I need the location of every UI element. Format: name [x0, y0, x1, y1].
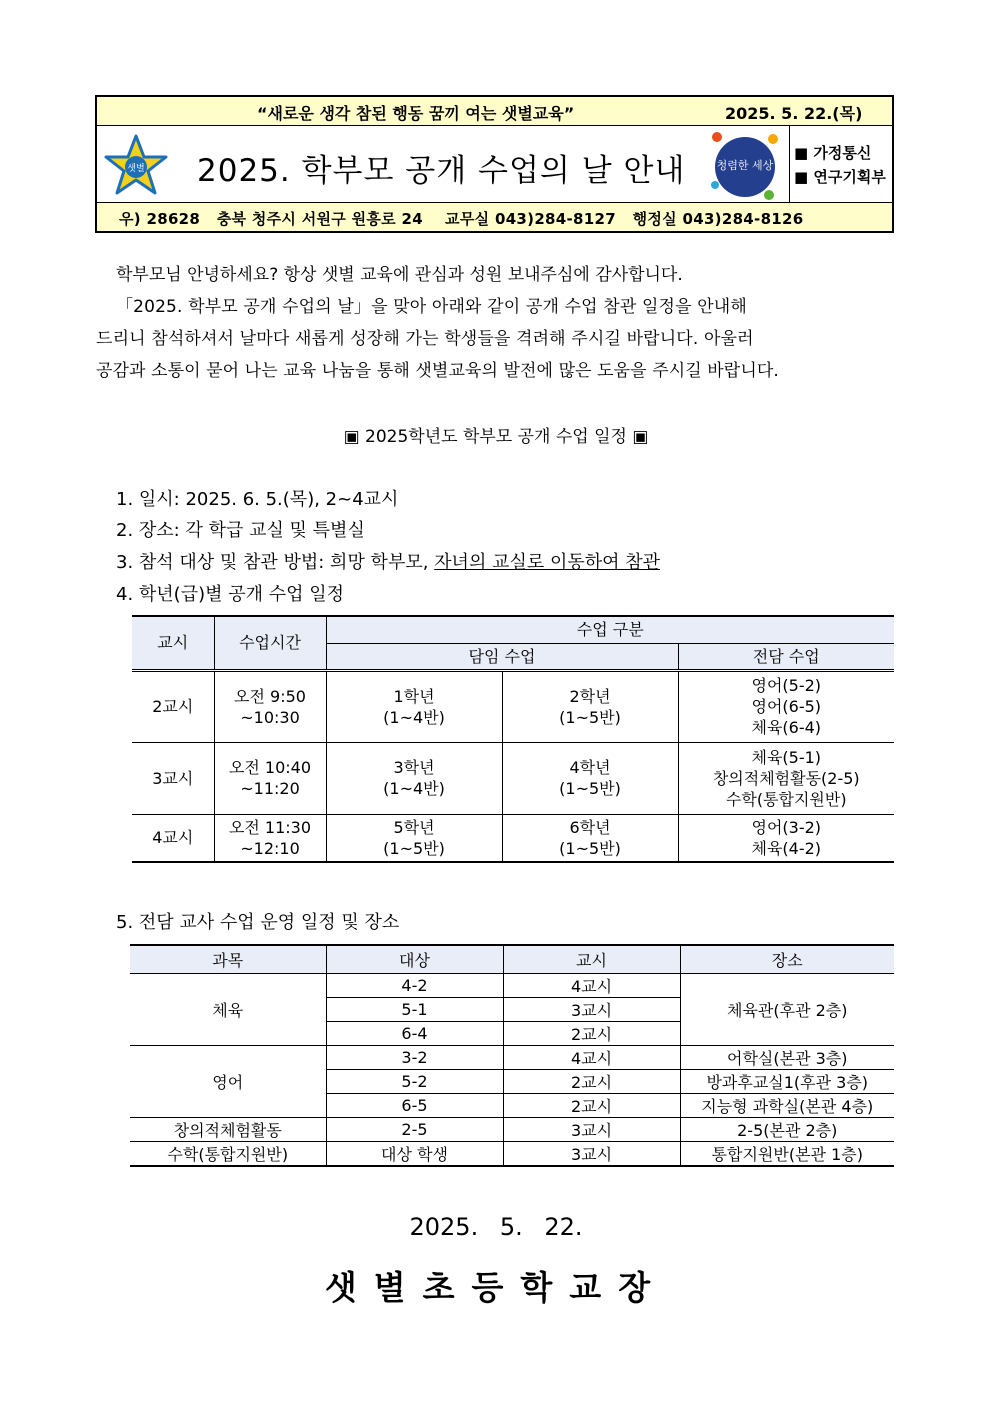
slogan-band [97, 97, 892, 126]
subject-cell [678, 742, 894, 814]
subject-cell [678, 670, 894, 742]
table-row [130, 1046, 894, 1070]
item-location: 2. 장소: 각 학급 교실 및 특별실 [116, 520, 365, 541]
th-period: 교시 [503, 945, 680, 974]
place-cell: 통합지원반(본관 1층) [680, 1142, 894, 1167]
period-cell: 2교시 [503, 1022, 680, 1046]
item-datetime: 1. 일시: 2025. 6. 5.(목), 2~4교시 [116, 489, 399, 510]
classes: (1~5반) [559, 838, 621, 858]
dept-notice: ■ 가정통신 [794, 144, 872, 162]
intro-line-2: 「2025. 학부모 공개 수업의 날」을 맞아 아래와 같이 공개 수업 참관 일정을 안내해 [116, 297, 747, 317]
period-cell: 4교시 [503, 1046, 680, 1070]
table-row [132, 742, 894, 814]
period-cell: 2교시 [132, 670, 214, 742]
grade: 6학년 [569, 817, 611, 837]
schedule-heading: ▣ 2025학년도 학부모 공개 수업 일정 ▣ [343, 427, 649, 447]
badge-text: 청렴한 세상 [716, 159, 774, 172]
subject-class: 영어(3-2) [751, 817, 822, 837]
issue-date: 2025. 5. 22.(목) [725, 104, 863, 123]
item-attendance-method: 자녀의 교실로 이동하여 참관 [434, 552, 660, 573]
target-cell: 5-2 [326, 1070, 503, 1094]
period-cell: 3교시 [503, 1118, 680, 1142]
th-subject: 과목 [130, 945, 326, 974]
homeroom-cell [326, 670, 502, 742]
grade: 4학년 [569, 758, 611, 777]
homeroom-cell [502, 670, 678, 742]
target-cell: 대상 학생 [326, 1142, 503, 1167]
period-cell: 3교시 [503, 998, 680, 1022]
subject-teacher-table [130, 944, 894, 1167]
table-row [132, 814, 894, 862]
time-start: 오전 11:30 [228, 817, 312, 837]
time-start: 오전 9:50 [234, 686, 306, 706]
th-target: 대상 [326, 945, 503, 974]
table-row [132, 670, 894, 742]
time-start: 오전 10:40 [228, 758, 312, 777]
classes: (1~5반) [383, 838, 445, 858]
subject-cell: 체육 [130, 974, 326, 1046]
period-cell: 2교시 [503, 1094, 680, 1118]
subject-class: 수학(통합지원반) [725, 789, 847, 809]
dept-planning: ■ 연구기획부 [794, 168, 886, 186]
target-cell: 6-4 [326, 1022, 503, 1046]
time-end: ~12:10 [240, 838, 300, 858]
document-title: 2025. 학부모 공개 수업의 날 안내 [197, 153, 686, 189]
item-attendance [116, 548, 660, 574]
period-cell: 4교시 [503, 974, 680, 998]
time-end: ~10:30 [240, 707, 300, 727]
homeroom-cell [502, 814, 678, 862]
grade: 1학년 [393, 686, 435, 706]
subject-cell [678, 814, 894, 862]
classes: (1~4반) [383, 779, 445, 798]
homeroom-cell [326, 814, 502, 862]
th-homeroom: 담임 수업 [326, 643, 678, 670]
classes: (1~5반) [559, 707, 621, 727]
th-time: 수업시간 [214, 616, 326, 670]
subject-cell: 영어 [130, 1046, 326, 1118]
letterhead [95, 95, 894, 233]
grade: 5학년 [393, 817, 435, 837]
place-cell: 지능형 과학실(본관 4층) [680, 1094, 894, 1118]
classes: (1~5반) [559, 779, 621, 798]
place-cell: 방과후교실1(후관 3층) [680, 1070, 894, 1094]
intro-line-4: 공감과 소통이 묻어 나는 교육 나눔을 통해 샛별교육의 발전에 많은 도움을 주시길 바랍니다. [96, 361, 779, 381]
period-cell: 4교시 [132, 814, 214, 862]
subject-class: 체육(6-4) [751, 718, 822, 737]
time-cell [214, 670, 326, 742]
item-grade-schedule: 4. 학년(급)별 공개 수업 일정 [116, 584, 344, 605]
school-logo-icon [103, 133, 169, 199]
period-cell: 2교시 [503, 1070, 680, 1094]
address-band [97, 202, 892, 231]
time-cell [214, 814, 326, 862]
slogan: “새로운 생각 참된 행동 꿈끼 여는 샛별교육” [257, 104, 575, 123]
place-cell: 어학실(본관 3층) [680, 1046, 894, 1070]
table-row [130, 1142, 894, 1167]
subject-cell: 수학(통합지원반) [130, 1142, 326, 1167]
period-cell: 3교시 [503, 1142, 680, 1167]
item-attendance-text: 3. 참석 대상 및 참관 방법: 희망 학부모, [116, 552, 435, 573]
table-row [130, 1118, 894, 1142]
school-address: 우) 28628 충북 청주시 서원구 원흥로 24 교무실 043)284-8127 행정실 043)284-8126 [119, 210, 804, 228]
grade: 3학년 [393, 758, 435, 777]
th-class-type: 수업 구분 [326, 616, 894, 643]
time-end: ~11:20 [240, 779, 300, 798]
title-band [97, 125, 892, 205]
target-cell: 4-2 [326, 974, 503, 998]
period-cell: 3교시 [132, 742, 214, 814]
target-cell: 3-2 [326, 1046, 503, 1070]
subject-class: 영어(6-5) [751, 697, 822, 716]
classes: (1~4반) [383, 707, 445, 727]
subject-class: 체육(5-1) [751, 747, 822, 767]
th-subject-teacher: 전담 수업 [678, 643, 894, 670]
th-place: 장소 [680, 945, 894, 974]
intro-line-1: 학부모님 안녕하세요? 항상 샛별 교육에 관심과 성원 보내주심에 감사합니다. [116, 265, 683, 285]
intro-line-3: 드리니 참석하셔서 날마다 새롭게 성장해 가는 학생들을 격려해 주시길 바랍니다. 아울러 [96, 329, 754, 349]
target-cell: 2-5 [326, 1118, 503, 1142]
item-subject-teacher: 5. 전담 교사 수업 운영 일정 및 장소 [116, 912, 400, 933]
grade: 2학년 [569, 686, 611, 706]
place-cell: 2-5(본관 2층) [680, 1118, 894, 1142]
integrity-badge-icon [709, 129, 781, 201]
subject-cell: 창의적체험활동 [130, 1118, 326, 1142]
subject-class: 체육(4-2) [751, 838, 822, 858]
table-row [130, 974, 894, 998]
target-cell: 5-1 [326, 998, 503, 1022]
department-labels [789, 125, 894, 205]
th-period: 교시 [132, 616, 214, 670]
time-cell [214, 742, 326, 814]
homeroom-cell [326, 742, 502, 814]
subject-class: 영어(5-2) [751, 676, 822, 695]
class-schedule-table [132, 615, 894, 863]
closing-date: 2025. 5. 22. [409, 1213, 583, 1241]
logo-text: 샛별 [127, 164, 145, 174]
homeroom-cell [502, 742, 678, 814]
place-cell: 체육관(후관 2층) [680, 974, 894, 1046]
target-cell: 6-5 [326, 1094, 503, 1118]
principal-signature: 샛별초등학교장 [324, 1268, 668, 1307]
subject-class: 창의적체험활동(2-5) [712, 768, 860, 788]
